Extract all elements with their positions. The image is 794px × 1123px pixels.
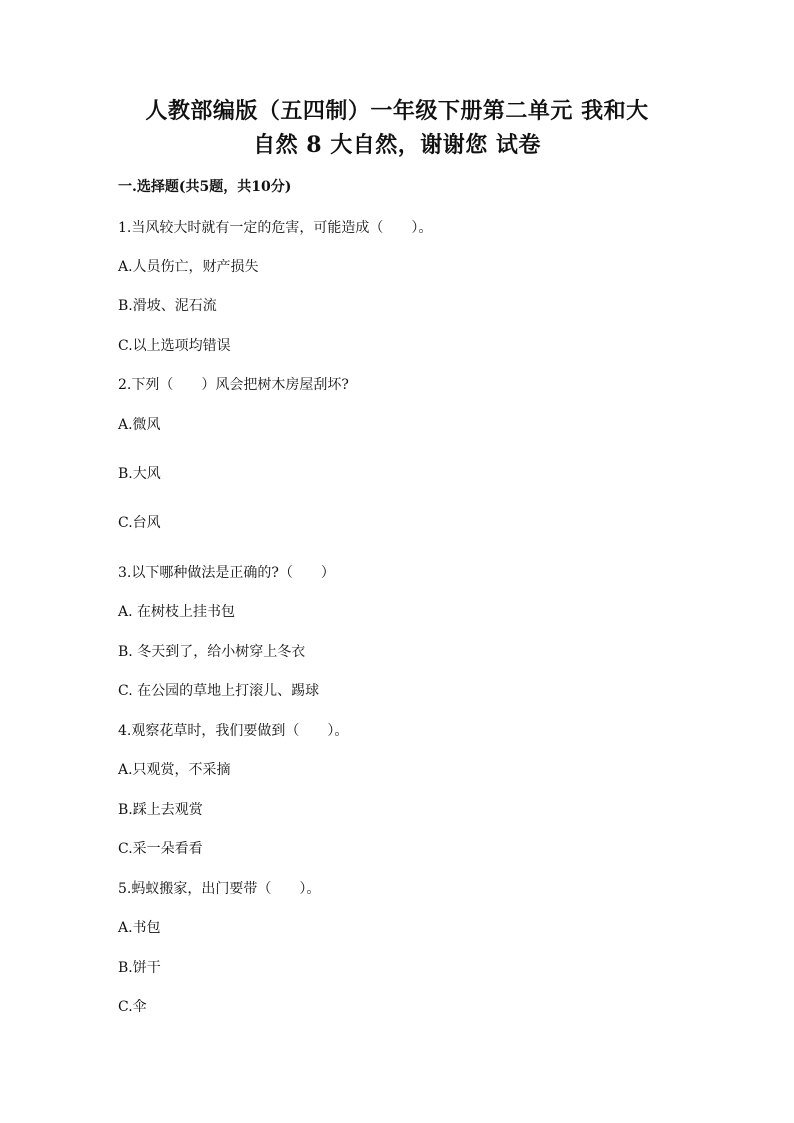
question-3-option-c: C. 在公园的草地上打滚儿、踢球 — [118, 683, 320, 699]
question-1-option-b: B.滑坡、泥石流 — [118, 298, 217, 314]
question-3-option-a: A. 在树枝上挂书包 — [118, 604, 236, 620]
question-3-option-b: B. 冬天到了，给小树穿上冬衣 — [118, 644, 306, 660]
question-2-option-c: C.台风 — [118, 515, 161, 531]
section-heading: 一.选择题(共5题，共10分) — [118, 179, 292, 195]
question-4-option-a: A.只观赏，不采摘 — [118, 762, 231, 778]
question-5-option-b: B.饼干 — [118, 960, 161, 976]
question-2-option-b: B.大风 — [118, 466, 161, 482]
question-5-option-c: C.伞 — [118, 999, 147, 1015]
question-4-option-c: C.采一朵看看 — [118, 841, 203, 857]
question-2-stem: 2.下列（ ）风会把树木房屋刮坏? — [118, 377, 349, 393]
question-4-option-b: B.踩上去观赏 — [118, 802, 203, 818]
question-5-option-a: A.书包 — [118, 920, 161, 936]
question-5-stem: 5.蚂蚁搬家，出门要带（ ）。 — [118, 881, 321, 897]
question-1-stem: 1.当风较大时就有一定的危害，可能造成（ ）。 — [118, 220, 433, 236]
document-title-line-2: 自然 8 大自然，谢谢您 试卷 — [253, 132, 541, 158]
question-3-stem: 3.以下哪种做法是正确的?（ ） — [118, 565, 335, 581]
question-1-option-c: C.以上选项均错误 — [118, 338, 231, 354]
question-1-option-a: A.人员伤亡，财产损失 — [118, 259, 259, 275]
question-2-option-a: A.微风 — [118, 417, 161, 433]
document-title-line-1: 人教部编版（五四制）一年级下册第二单元 我和大 — [145, 98, 649, 124]
question-4-stem: 4.观察花草时，我们要做到（ ）。 — [118, 723, 349, 739]
